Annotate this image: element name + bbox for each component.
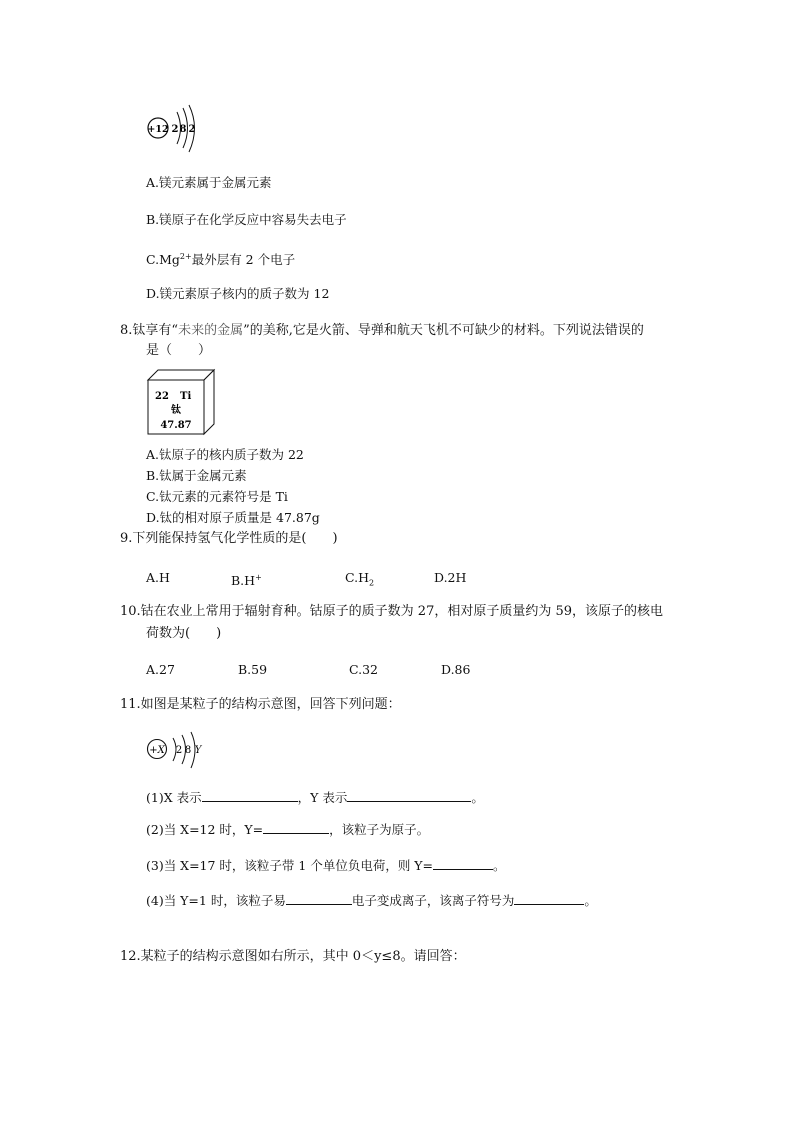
q11-part-4: (4)当 Y=1 时，该粒子易 电子变成离子，该离子符号为 。 (146, 893, 597, 908)
q10-stem-line2: 荷数为( ) (146, 626, 222, 641)
q11-stem: 11.如图是某粒子的结构示意图，回答下列问题： (120, 697, 401, 712)
titanium-element-cell (146, 368, 216, 436)
q8-option-c: C.钛元素的元素符号是 Ti (146, 489, 288, 504)
q10-stem: 10.钴在农业上常用于辐射育种。钴原子的质子数为 27，相对原子质量约为 59，该原子的核电 (120, 604, 664, 619)
particle-nucleus: +X (149, 745, 165, 756)
ti-name: 钛 (171, 405, 181, 416)
answer-blank-y-value-atom[interactable] (263, 821, 329, 834)
answer-blank-y-meaning[interactable] (347, 789, 471, 802)
q7-option-c: $C.Mg^{2+}$最外层有 2 个电子 (146, 252, 296, 268)
q9-option-d: D.2H (434, 570, 467, 585)
mg-atom-diagram (144, 104, 206, 156)
ti-atomic-number: 22 (155, 391, 169, 402)
q7-option-a: A.镁元素属于金属元素 (146, 175, 272, 190)
q11-part-3: (3)当 X=17 时，该粒子带 1 个单位负电荷，则 Y= 。 (146, 858, 506, 873)
q12-stem: 12.某粒子的结构示意图如右所示，其中 0＜y≤8。请回答： (120, 949, 466, 964)
answer-blank-gain-or-lose[interactable] (286, 892, 352, 905)
q8-stem: 8.钛享有“未来的金属”的美称,它是火箭、导弹和航天飞机不可缺少的材料。下列说法错误的 (120, 323, 644, 338)
q9-option-b: B.H+ (231, 573, 262, 589)
q10-option-a: A.27 (146, 662, 175, 677)
q9-option-a: A.H (146, 570, 170, 585)
mg-shell-1: 2 (171, 124, 179, 135)
q8-stem-line2: 是（ ） (146, 343, 212, 358)
q7-option-b: B.镁原子在化学反应中容易失去电子 (146, 212, 347, 227)
q11-part-2: (2)当 X=12 时，Y= ，该粒子为原子。 (146, 822, 430, 837)
q10-option-b: B.59 (238, 662, 268, 677)
q9-option-c: $C.H_2$ (345, 570, 375, 588)
particle-shell-2: 8 (184, 745, 192, 756)
answer-blank-x-meaning[interactable] (202, 789, 298, 802)
q10-option-c: C.32 (349, 662, 378, 677)
q10-option-d: D.86 (441, 662, 471, 677)
ti-symbol: Ti (180, 391, 192, 402)
q9-stem: 9.下列能保持氢气化学性质的是( ) (120, 531, 338, 546)
mg-shell-3: 2 (188, 124, 196, 135)
q8-option-b: B.钛属于金属元素 (146, 468, 247, 483)
answer-blank-y-value-anion[interactable] (433, 857, 493, 870)
answer-blank-ion-symbol[interactable] (514, 892, 584, 905)
ti-atomic-mass: 47.87 (160, 420, 192, 431)
q8-option-a: A.钛原子的核内质子数为 22 (146, 447, 304, 462)
q8-option-d: D.钛的相对原子质量是 47.87g (146, 510, 320, 525)
particle-shell-3: Y (194, 745, 202, 756)
mg-shell-2: 8 (179, 124, 187, 135)
particle-structure-diagram (146, 730, 210, 770)
particle-shell-1: 2 (175, 745, 183, 756)
q11-part-1: (1)X 表示 ，Y 表示 。 (146, 790, 484, 805)
mg-nucleus: +12 (147, 124, 169, 135)
q7-option-d: D.镁元素原子核内的质子数为 12 (146, 286, 330, 301)
